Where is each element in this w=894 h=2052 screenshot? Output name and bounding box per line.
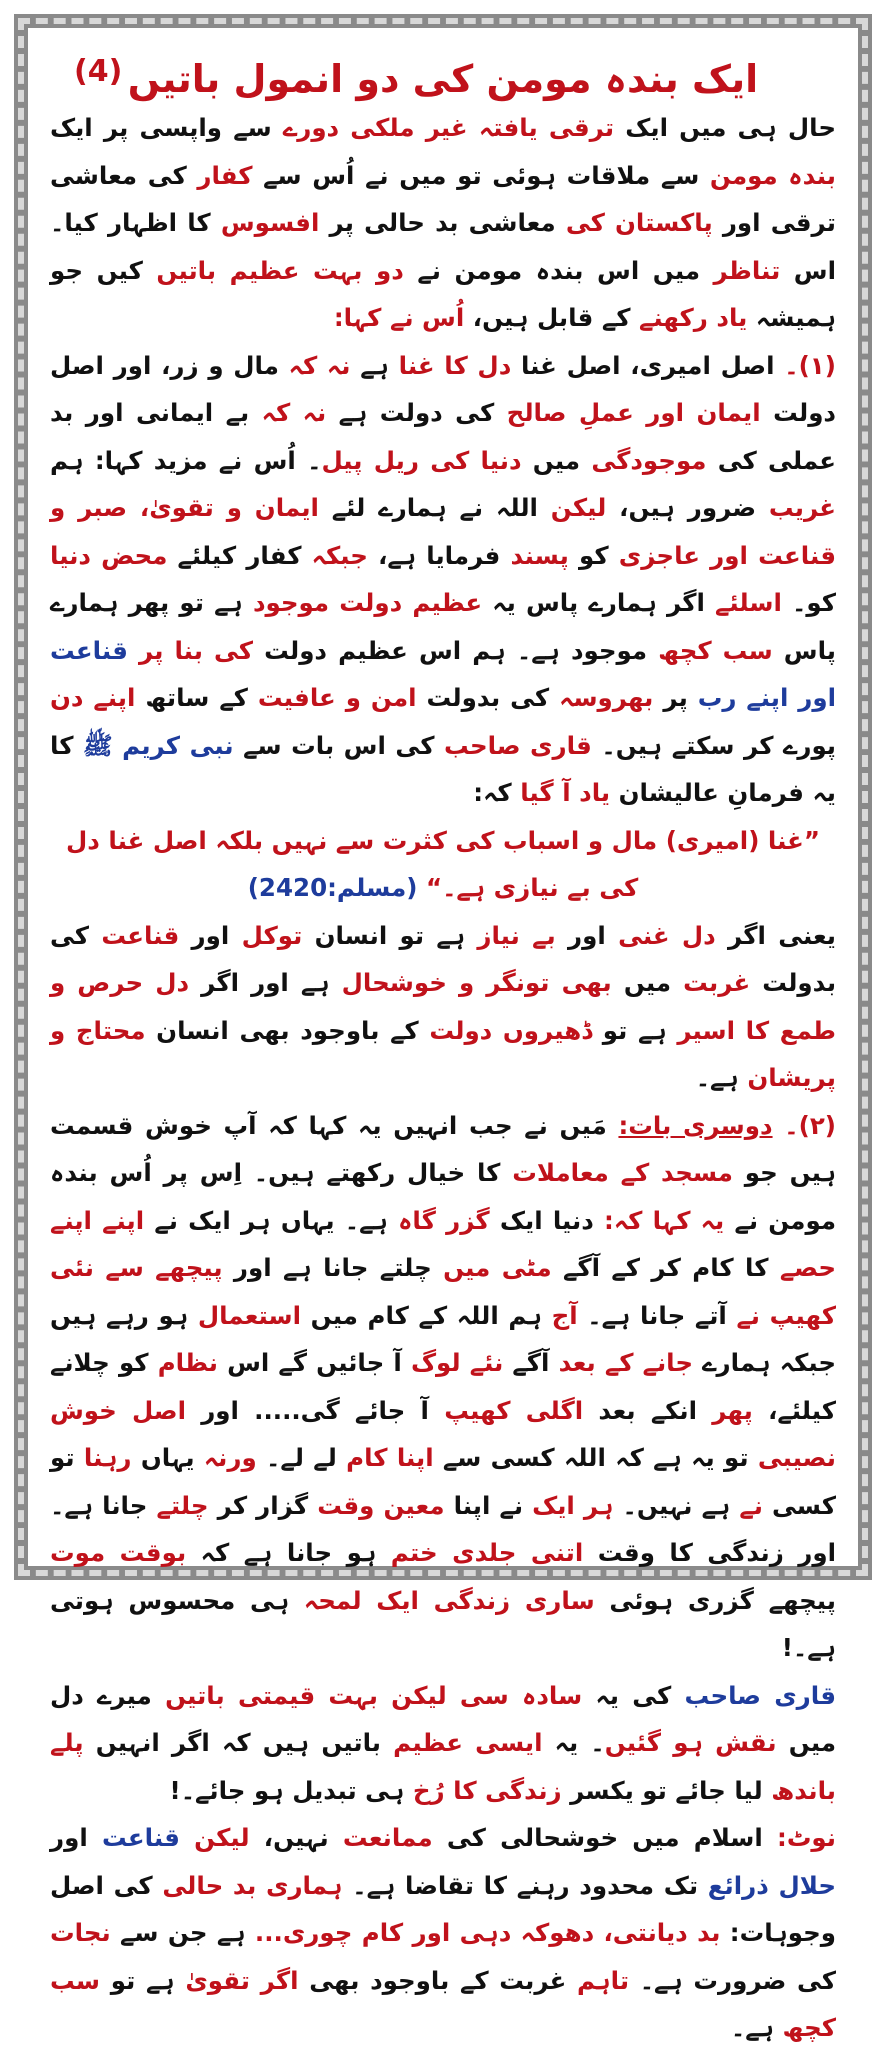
paragraph (50, 1102, 836, 1672)
text-segment: کفار (197, 160, 253, 190)
hadith-quote (50, 817, 836, 912)
text-segment: موجود ہے۔ ہم اس عظیم دولت (253, 635, 659, 665)
text-segment: بے ایمانی اور بد عملی کی (50, 398, 837, 475)
text-segment: کا یہ فرمانِ عالیشان (50, 730, 836, 807)
page-number: (4) (74, 54, 123, 89)
text-segment: موجودگی (591, 445, 707, 475)
text-segment: کی ضرورت ہے۔ (629, 1965, 837, 1995)
text-segment: استعمال (197, 1300, 302, 1330)
text-segment: یہاں (131, 1443, 204, 1472)
text-segment: ہماری بد حالی (162, 1870, 343, 1900)
text-segment: ڈھیروں دولت (429, 1015, 593, 1045)
text-segment: ہی محسوس ہوتی ہے۔! (50, 1585, 836, 1662)
text-segment: پھر (712, 1395, 753, 1425)
text-segment: حلال ذرائع (707, 1870, 836, 1900)
text-segment: جبکہ (311, 540, 368, 570)
text-segment: قناعت (50, 635, 139, 665)
text-segment: آتے جانا ہے۔ (577, 1300, 737, 1330)
text-segment: قناعت (87, 1823, 195, 1852)
text-segment: محتاج و پریشان (50, 1015, 836, 1092)
text-segment: اور اپنے رب (697, 683, 837, 712)
text-segment: معین وقت (317, 1490, 445, 1520)
text-segment: نے (739, 1490, 763, 1520)
text-segment: ضرور ہیں، (606, 493, 769, 522)
text-segment: اگلی کھیپ (444, 1395, 584, 1425)
text-segment: کے ساتھ (135, 683, 258, 712)
text-segment: کہ: (473, 778, 521, 807)
text-segment: توکل (241, 920, 303, 950)
text-segment: گزار کر (208, 1490, 318, 1520)
text-segment: ہے تو انسان (302, 920, 478, 950)
text-segment: جانا ہے۔ اور زندگی کا وقت (50, 1490, 836, 1567)
text-segment: رہنا (83, 1443, 132, 1472)
text-segment: تک محدود رہنے کا تقاضا ہے۔ (342, 1870, 708, 1900)
text-segment: ”غنا (امیری) مال و اسباب کی کثرت سے نہیں بلکہ اصل غنا دل کی بے نیازی ہے۔“ (66, 825, 820, 902)
text-segment: نہ کہ (261, 398, 327, 427)
text-segment: ایمان و تقویٰ، صبر و قناعت اور عاجزی (50, 493, 836, 570)
text-segment: دنیا کی ریل پیل (321, 445, 522, 475)
text-segment: غربت کے باوجود بھی (298, 1965, 578, 1995)
text-segment: میں (611, 968, 684, 997)
text-segment: کی اس بات سے (233, 730, 445, 760)
text-segment: دنیا ایک (489, 1205, 605, 1235)
text-segment: لیکن (194, 1823, 250, 1852)
page-frame (14, 14, 872, 2042)
text-segment: آج (551, 1300, 578, 1330)
text-segment: ساری زندگی ایک لمحہ (303, 1585, 595, 1615)
text-segment: بھروسہ (559, 683, 654, 712)
text-segment: کو چلانے کیلئے، (50, 1348, 836, 1425)
text-segment: گزر گاہ (398, 1205, 490, 1235)
text-segment: عظیم دولت موجود (252, 588, 483, 617)
text-segment: دل کا غنا (398, 350, 512, 380)
text-segment: کے قابل ہیں، (464, 303, 639, 332)
text-segment: دو بہت عظیم باتیں (156, 255, 404, 285)
text-segment: معاشی بد حالی پر (319, 208, 566, 237)
text-segment: یعنی اگر (715, 920, 837, 950)
text-segment: غریب (768, 493, 836, 522)
text-segment: کو۔ (781, 588, 836, 617)
text-segment: سے واپسی پر ایک (50, 113, 283, 142)
text-segment: نوٹ: (777, 1823, 836, 1852)
text-segment: پاکستان کی (565, 208, 713, 237)
text-segment: سب کچھ (50, 1965, 836, 2042)
paragraph (50, 1814, 836, 2052)
text-segment: سب کچھ (658, 635, 773, 665)
text-segment: پورے کر سکتے ہیں۔ (591, 730, 837, 760)
text-segment: کی اصل وجوہات: (50, 1870, 837, 1947)
text-segment: دل غنی (618, 920, 716, 950)
text-segment: اصل امیری، اصل غنا (511, 350, 785, 380)
text-segment: اگر تقویٰ (185, 1965, 299, 1995)
text-segment: یاد آ گیا (520, 778, 611, 807)
text-segment: باتیں ہیں کہ اگر انہیں (83, 1728, 394, 1757)
text-segment: بے نیاز (477, 920, 556, 950)
text-segment: محض دنیا (50, 540, 168, 570)
text-segment: آگے (503, 1348, 559, 1377)
text-segment: آ جائے گی..... اور (185, 1395, 445, 1425)
text-segment: سادہ سی لیکن بہت قیمتی باتیں (165, 1680, 583, 1710)
text-segment: ہے نہیں۔ (613, 1490, 740, 1520)
text-segment: اللہ نے ہمارے لئے (318, 493, 551, 522)
text-segment: اسلئے (715, 588, 782, 617)
text-segment: ترقی یافتہ غیر ملکی دورے (282, 113, 615, 142)
paragraph (50, 912, 836, 1102)
text-segment: تناظر (713, 255, 781, 285)
text-segment: اسلام میں خوشحالی کی (432, 1823, 778, 1852)
text-segment: قناعت (101, 920, 180, 950)
text-segment: میں (521, 445, 592, 475)
text-segment: نہیں، (249, 1823, 343, 1852)
text-segment: اپنا کام (346, 1443, 434, 1472)
text-segment: مَیں نے جب انہیں یہ کہا کہ آپ خوش قسمت ہیں جو (50, 1110, 836, 1187)
text-segment: نئے لوگ (410, 1348, 504, 1377)
text-segment: اتنی جلدی ختم (390, 1538, 584, 1567)
article-body (50, 104, 836, 2052)
text-segment: مال و زر، اور اصل دولت (50, 350, 837, 427)
text-segment: اُس نے کہا: (333, 303, 465, 332)
text-segment: اگر ہمارے پاس یہ (482, 588, 716, 617)
text-segment: کا اظہار کیا۔ اس (50, 208, 837, 285)
text-segment: فرمایا ہے، (367, 540, 511, 570)
text-segment: (۱)۔ (784, 350, 836, 380)
text-segment: ہی تبدیل ہو جائے۔! (169, 1775, 413, 1805)
text-segment: ہو رہے ہیں جبکہ ہمارے (50, 1300, 837, 1377)
text-segment: اور (179, 920, 242, 950)
text-segment: امن و عافیت (257, 683, 417, 712)
text-segment: بندہ مومن (709, 160, 836, 190)
text-segment: کیں جو ہمیشہ (50, 255, 836, 332)
article (50, 50, 837, 2042)
text-segment: کا کام کر کے آگے (551, 1253, 780, 1282)
paragraph (50, 342, 836, 817)
text-segment: مٹی میں (443, 1253, 552, 1282)
text-segment: حال ہی میں ایک (614, 113, 836, 142)
text-segment: اور (555, 920, 619, 950)
text-segment: بوقت موت (50, 1538, 187, 1567)
text-segment: ہے تو (592, 1015, 678, 1045)
text-segment: ہے جن سے (110, 1918, 255, 1947)
text-segment: ۔ یہ (542, 1728, 605, 1757)
text-segment: دل حرص و طمع کا اسیر (50, 968, 836, 1045)
text-segment: (مسلم:2420) (247, 873, 426, 902)
text-segment: (۲)۔ (772, 1110, 836, 1140)
text-segment: کے باوجود بھی انسان (145, 1015, 430, 1045)
text-segment: نے اپنا (444, 1490, 533, 1520)
text-segment: ہے تو پھر ہمارے پاس (50, 588, 836, 665)
text-segment: آ جائیں گے اس (217, 1348, 411, 1377)
text-segment: ایسی عظیم (393, 1728, 543, 1757)
text-segment: پسند (510, 540, 569, 570)
text-segment: ورنہ (203, 1443, 257, 1472)
text-segment: غربت (683, 968, 751, 997)
text-segment: پیچھے گزری ہوئی (594, 1585, 836, 1615)
text-segment: جانے کے بعد (558, 1348, 694, 1377)
text-segment: ہے۔ یہاں ہر ایک نے (144, 1205, 399, 1235)
text-segment: تو یہ ہے کہ اللہ کسی سے (433, 1443, 758, 1472)
text-segment: کی دولت ہے (326, 398, 507, 427)
text-segment: ہر ایک (532, 1490, 614, 1520)
text-segment: نقش ہو گئیں (604, 1728, 777, 1757)
text-segment: قاری صاحب (684, 1680, 837, 1710)
text-segment: نہ کہ (288, 350, 351, 380)
text-segment: میں اس بندہ مومن نے (403, 255, 714, 285)
text-segment: اصل خوش نصیبی (50, 1395, 836, 1472)
text-segment: بد دیانتی، دھوکہ دہی اور کام چوری... (254, 1918, 721, 1947)
text-segment: سے ملاقات ہوئی تو میں نے اُس سے (252, 160, 710, 190)
text-segment: کفار کیلئے (167, 540, 312, 570)
text-segment: کی بنا پر (138, 635, 253, 665)
text-segment: ہے (350, 350, 399, 380)
text-segment: پر (653, 683, 698, 712)
text-segment: ممانعت (342, 1823, 433, 1852)
text-segment: ہے تو (100, 1965, 186, 1995)
text-segment: چلتے (156, 1490, 209, 1520)
text-segment: ہو جانا ہے کہ (186, 1538, 391, 1567)
text-segment: کو (568, 540, 619, 570)
text-segment: تاہم (577, 1965, 630, 1995)
text-segment: کی بدولت (50, 920, 837, 997)
paragraph (50, 1672, 836, 1815)
text-segment: یہ کہا کہ: (604, 1205, 725, 1235)
text-segment: نبی کریم ﷺ (83, 730, 234, 760)
text-segment: لیا جائے تو یکسر (561, 1775, 772, 1805)
text-segment: پیچھے سے نئی کھیپ نے (50, 1253, 836, 1330)
text-segment: مسجد کے معاملات (512, 1158, 733, 1187)
text-segment: میرے دل میں (50, 1680, 836, 1757)
paragraph (50, 104, 836, 342)
text-segment: ہم اللہ کے کام میں (301, 1300, 552, 1330)
text-segment: کی معاشی ترقی اور (50, 160, 836, 237)
text-segment: نجات (50, 1918, 111, 1947)
text-segment: لیکن (550, 493, 607, 522)
text-segment: کی یہ (582, 1680, 685, 1710)
text-segment: تو کسی (50, 1443, 836, 1520)
text-segment: زندگی کا رُخ (412, 1775, 562, 1805)
text-segment: اور (50, 1823, 88, 1852)
text-segment: اپنے اپنے حصے (50, 1205, 836, 1282)
text-segment: ہے۔ (695, 1063, 748, 1092)
text-segment: انکے بعد (583, 1395, 713, 1425)
text-segment: نظام (157, 1348, 218, 1377)
text-segment: چلتے جانا ہے اور (222, 1253, 444, 1282)
text-segment: کی بدولت (416, 683, 560, 712)
text-segment: ۔ اُس نے مزید کہا: ہم (50, 445, 322, 475)
text-segment: پلے باندھ (50, 1728, 836, 1805)
text-segment: ایمان اور عملِ صالح (506, 398, 761, 427)
text-segment: یاد رکھنے (639, 303, 748, 332)
text-segment: اپنے دن (50, 683, 136, 712)
text-segment: قاری صاحب (444, 730, 592, 760)
text-segment: ہے اور اگر (189, 968, 342, 997)
text-segment: کا خیال رکھتے ہیں۔ اِس پر اُس بندہ مومن نے (50, 1158, 836, 1235)
text-segment: بھی تونگر و خوشحال (341, 968, 612, 997)
text-segment: ہے۔ (730, 2013, 783, 2042)
text-segment: دوسری بات: (618, 1110, 773, 1140)
text-segment: لے لے۔ (256, 1443, 347, 1472)
page-title: ایک بندہ مومن کی دو انمول باتیں (127, 57, 759, 101)
text-segment: افسوس (220, 208, 320, 237)
